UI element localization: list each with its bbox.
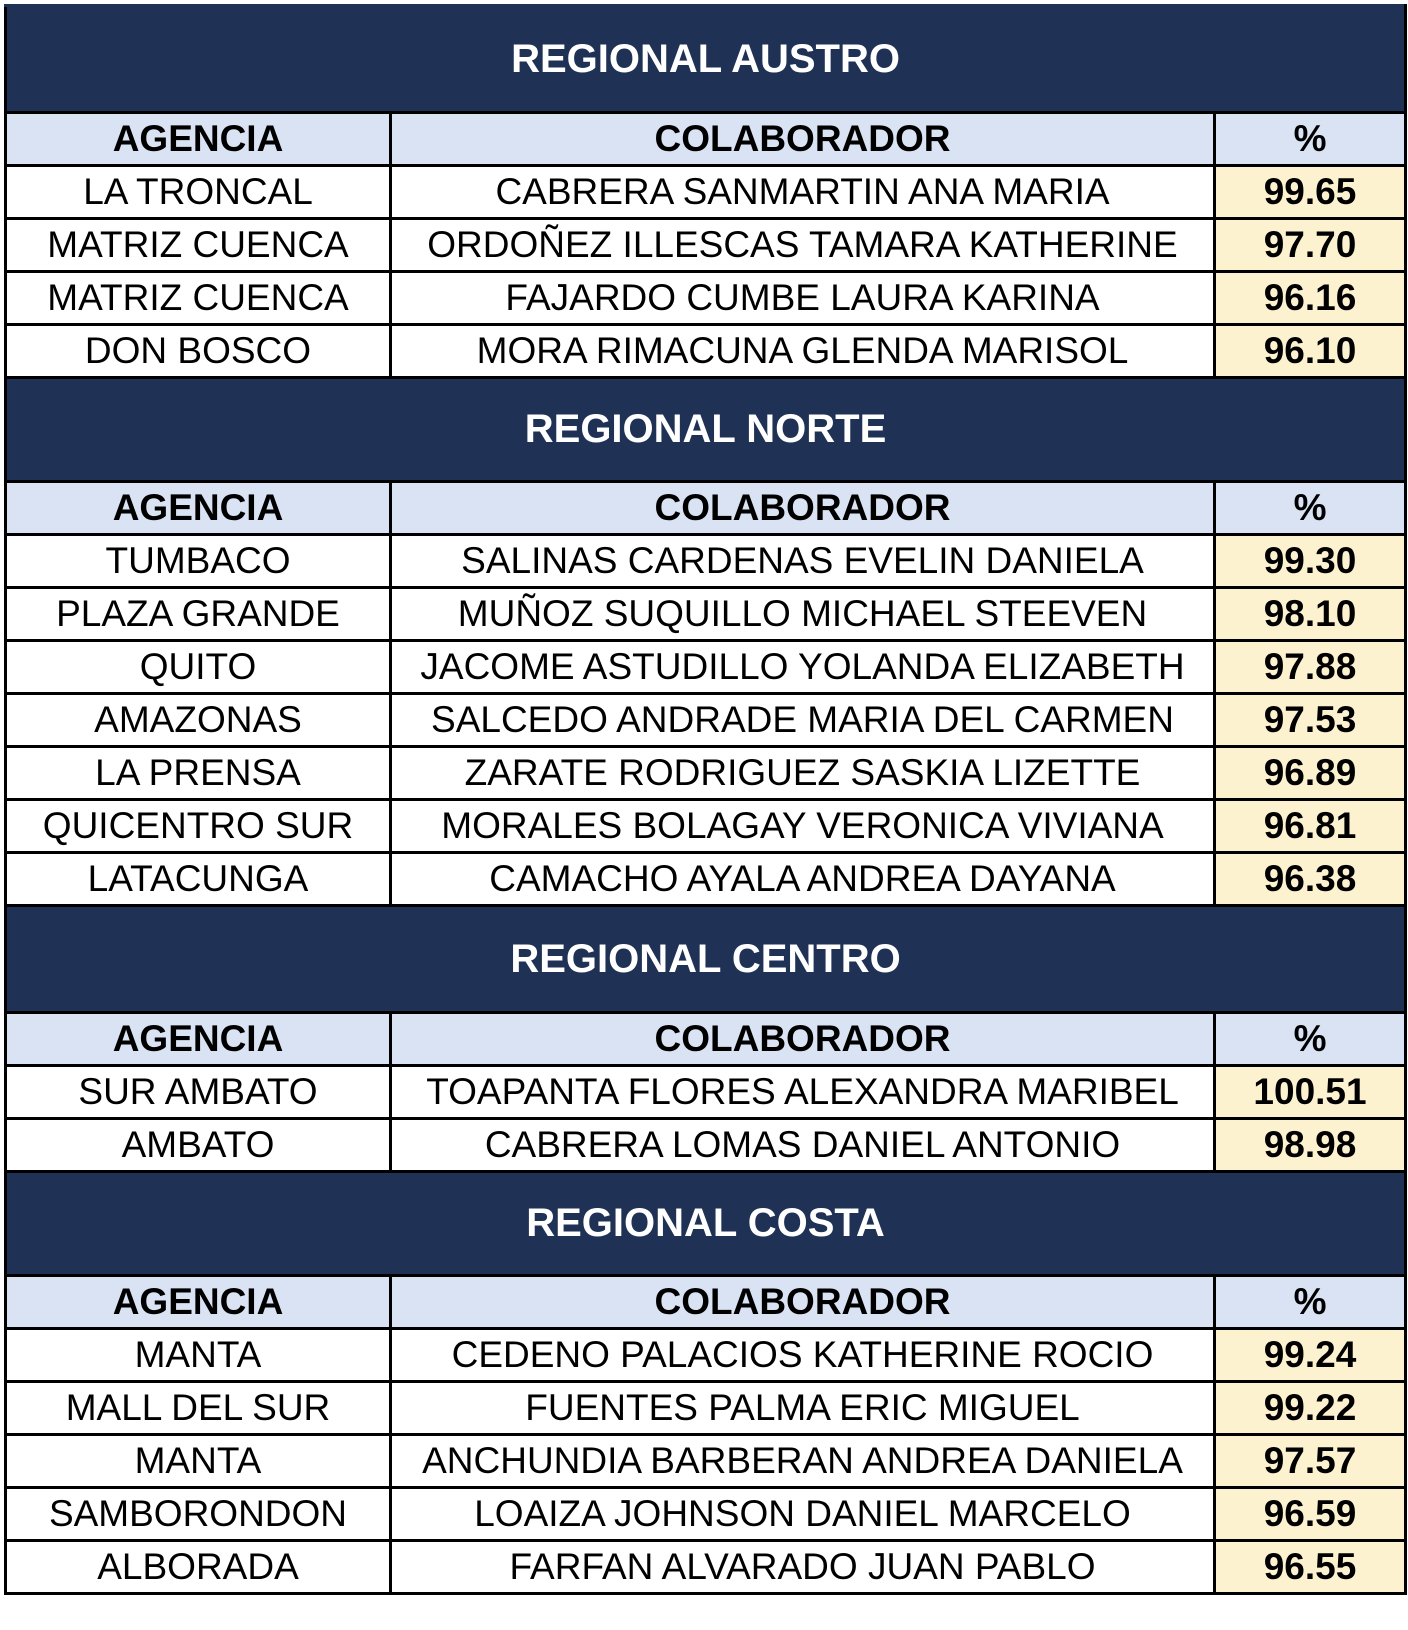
percent-cell: 100.51 <box>1215 1066 1406 1119</box>
table-row <box>6 1435 1406 1488</box>
table-row <box>6 1329 1406 1382</box>
percent-cell: 99.30 <box>1215 535 1406 588</box>
table-row <box>6 1119 1406 1172</box>
agencia-cell: QUICENTRO SUR <box>6 800 391 853</box>
region-title: REGIONAL NORTE <box>6 378 1406 482</box>
colaborador-header: COLABORADOR <box>391 113 1215 166</box>
column-header-row <box>6 1013 1406 1066</box>
table-row <box>6 747 1406 800</box>
agencia-header: AGENCIA <box>6 482 391 535</box>
percent-cell: 98.10 <box>1215 588 1406 641</box>
agencia-cell: QUITO <box>6 641 391 694</box>
percent-cell: 96.55 <box>1215 1541 1406 1594</box>
colaborador-cell: FAJARDO CUMBE LAURA KARINA <box>391 272 1215 325</box>
table-row <box>6 800 1406 853</box>
agencia-header: AGENCIA <box>6 1276 391 1329</box>
colaborador-header: COLABORADOR <box>391 482 1215 535</box>
percent-cell: 99.24 <box>1215 1329 1406 1382</box>
percent-cell: 96.81 <box>1215 800 1406 853</box>
table-row <box>6 694 1406 747</box>
column-header-row <box>6 482 1406 535</box>
colaborador-cell: ANCHUNDIA BARBERAN ANDREA DANIELA <box>391 1435 1215 1488</box>
table-row <box>6 588 1406 641</box>
colaborador-cell: TOAPANTA FLORES ALEXANDRA MARIBEL <box>391 1066 1215 1119</box>
percent-cell: 97.88 <box>1215 641 1406 694</box>
ranking-table-container <box>4 4 1404 1595</box>
table-row <box>6 1066 1406 1119</box>
agencia-cell: PLAZA GRANDE <box>6 588 391 641</box>
table-row <box>6 641 1406 694</box>
agencia-cell: ALBORADA <box>6 1541 391 1594</box>
colaborador-cell: JACOME ASTUDILLO YOLANDA ELIZABETH <box>391 641 1215 694</box>
agencia-cell: AMAZONAS <box>6 694 391 747</box>
table-row <box>6 1488 1406 1541</box>
agencia-cell: DON BOSCO <box>6 325 391 378</box>
region-header <box>6 378 1406 482</box>
colaborador-cell: CAMACHO AYALA ANDREA DAYANA <box>391 853 1215 906</box>
colaborador-cell: CABRERA SANMARTIN ANA MARIA <box>391 166 1215 219</box>
table-row <box>6 325 1406 378</box>
table-row <box>6 853 1406 906</box>
colaborador-cell: SALINAS CARDENAS EVELIN DANIELA <box>391 535 1215 588</box>
colaborador-cell: FUENTES PALMA ERIC MIGUEL <box>391 1382 1215 1435</box>
colaborador-cell: MUÑOZ SUQUILLO MICHAEL STEEVEN <box>391 588 1215 641</box>
agencia-cell: MATRIZ CUENCA <box>6 272 391 325</box>
colaborador-cell: ORDOÑEZ ILLESCAS TAMARA KATHERINE <box>391 219 1215 272</box>
colaborador-cell: MORALES BOLAGAY VERONICA VIVIANA <box>391 800 1215 853</box>
table-row <box>6 219 1406 272</box>
colaborador-cell: MORA RIMACUNA GLENDA MARISOL <box>391 325 1215 378</box>
column-header-row <box>6 1276 1406 1329</box>
colaborador-cell: CABRERA LOMAS DANIEL ANTONIO <box>391 1119 1215 1172</box>
region-header <box>6 1172 1406 1276</box>
percent-cell: 96.38 <box>1215 853 1406 906</box>
table-row <box>6 535 1406 588</box>
agencia-cell: AMBATO <box>6 1119 391 1172</box>
agencia-cell: SAMBORONDON <box>6 1488 391 1541</box>
colaborador-cell: ZARATE RODRIGUEZ SASKIA LIZETTE <box>391 747 1215 800</box>
table-row <box>6 1541 1406 1594</box>
agencia-cell: MALL DEL SUR <box>6 1382 391 1435</box>
percent-cell: 98.98 <box>1215 1119 1406 1172</box>
percent-header: % <box>1215 113 1406 166</box>
colaborador-header: COLABORADOR <box>391 1276 1215 1329</box>
percent-cell: 96.16 <box>1215 272 1406 325</box>
table-row <box>6 1382 1406 1435</box>
colaborador-cell: CEDENO PALACIOS KATHERINE ROCIO <box>391 1329 1215 1382</box>
percent-cell: 99.65 <box>1215 166 1406 219</box>
region-title: REGIONAL CENTRO <box>6 906 1406 1013</box>
agencia-cell: LA TRONCAL <box>6 166 391 219</box>
percent-cell: 96.59 <box>1215 1488 1406 1541</box>
agencia-cell: MANTA <box>6 1329 391 1382</box>
agencia-header: AGENCIA <box>6 113 391 166</box>
ranking-table-body <box>6 6 1406 1594</box>
colaborador-cell: LOAIZA JOHNSON DANIEL MARCELO <box>391 1488 1215 1541</box>
colaborador-cell: FARFAN ALVARADO JUAN PABLO <box>391 1541 1215 1594</box>
percent-cell: 97.70 <box>1215 219 1406 272</box>
region-title: REGIONAL AUSTRO <box>6 6 1406 113</box>
agencia-cell: LA PRENSA <box>6 747 391 800</box>
percent-header: % <box>1215 482 1406 535</box>
ranking-table <box>4 4 1407 1595</box>
column-header-row <box>6 113 1406 166</box>
table-row <box>6 166 1406 219</box>
agencia-cell: TUMBACO <box>6 535 391 588</box>
agencia-cell: LATACUNGA <box>6 853 391 906</box>
percent-cell: 97.53 <box>1215 694 1406 747</box>
percent-cell: 96.89 <box>1215 747 1406 800</box>
agencia-cell: MATRIZ CUENCA <box>6 219 391 272</box>
percent-cell: 96.10 <box>1215 325 1406 378</box>
colaborador-header: COLABORADOR <box>391 1013 1215 1066</box>
percent-cell: 97.57 <box>1215 1435 1406 1488</box>
agencia-header: AGENCIA <box>6 1013 391 1066</box>
region-header <box>6 6 1406 113</box>
percent-cell: 99.22 <box>1215 1382 1406 1435</box>
region-title: REGIONAL COSTA <box>6 1172 1406 1276</box>
region-header <box>6 906 1406 1013</box>
table-row <box>6 272 1406 325</box>
agencia-cell: SUR AMBATO <box>6 1066 391 1119</box>
percent-header: % <box>1215 1013 1406 1066</box>
colaborador-cell: SALCEDO ANDRADE MARIA DEL CARMEN <box>391 694 1215 747</box>
agencia-cell: MANTA <box>6 1435 391 1488</box>
percent-header: % <box>1215 1276 1406 1329</box>
